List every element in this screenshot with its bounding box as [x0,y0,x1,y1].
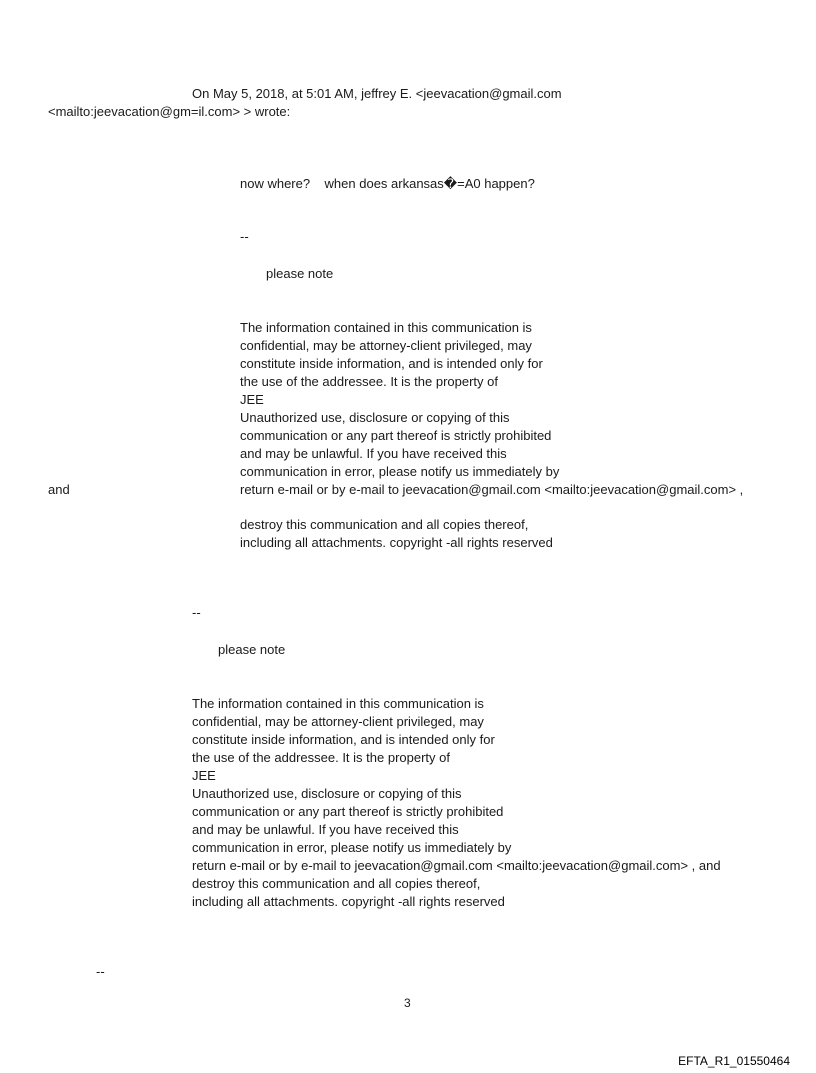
notice-line: communication in error, please notify us immediately by [192,840,512,855]
outer-separator: -- [192,605,201,620]
quoted-message: now where? when does arkansas�=A0 happen? [240,176,535,191]
notice-line: return e-mail or by e-mail to jeevacation@gmail.com <mailto:jeevacation@gmail.com> , and [192,858,721,873]
trailing-separator: -- [96,964,105,979]
notice-line: and may be unlawful. If you have received this [192,822,459,837]
notice-line: confidential, may be attorney-client privileged, may [240,338,532,353]
notice-line: The information contained in this communication is [192,696,484,711]
notice-line: and may be unlawful. If you have received this [240,446,507,461]
notice-line: destroy this communication and all copies thereof, [192,876,481,891]
notice-line: communication or any part thereof is strictly prohibited [240,428,552,443]
notice-line: return e-mail or by e-mail to jeevacation@gmail.com <mailto:jeevacation@gmail.com> , [240,482,744,497]
inner-notice-tail [240,498,553,570]
page-number: 3 [404,996,411,1010]
notice-line: JEE [240,392,264,407]
notice-line: including all attachments. copyright -all rights reserved [192,894,505,909]
notice-line: The information contained in this communication is [240,320,532,335]
notice-line: including all attachments. copyright -all rights reserved [240,535,553,550]
outer-notice-body [192,677,721,929]
outer-notice-heading: please note [218,642,286,657]
notice-line: constitute inside information, and is intended only for [240,356,543,371]
notice-line: Unauthorized use, disclosure or copying of this [240,410,510,425]
inner-notice-wrap-word: and [48,482,70,497]
inner-separator: -- [240,229,249,244]
notice-line: destroy this communication and all copies thereof, [240,517,529,532]
inner-notice-body [240,301,743,517]
notice-line: JEE [192,768,216,783]
notice-line: communication or any part thereof is strictly prohibited [192,804,504,819]
notice-line: the use of the addressee. It is the property of [240,374,498,389]
document-id: EFTA_R1_01550464 [678,1054,790,1068]
notice-line: the use of the addressee. It is the property of [192,750,450,765]
reply-header-line2: <mailto:jeevacation@gm=il.com> > wrote: [48,104,291,119]
notice-line: communication in error, please notify us immediately by [240,464,560,479]
notice-line: Unauthorized use, disclosure or copying of this [192,786,462,801]
notice-line: confidential, may be attorney-client privileged, may [192,714,484,729]
inner-notice-heading: please note [266,266,334,281]
notice-line: constitute inside information, and is intended only for [192,732,495,747]
reply-header-line1: On May 5, 2018, at 5:01 AM, jeffrey E. <jeevacation@gmail.com [192,86,562,101]
